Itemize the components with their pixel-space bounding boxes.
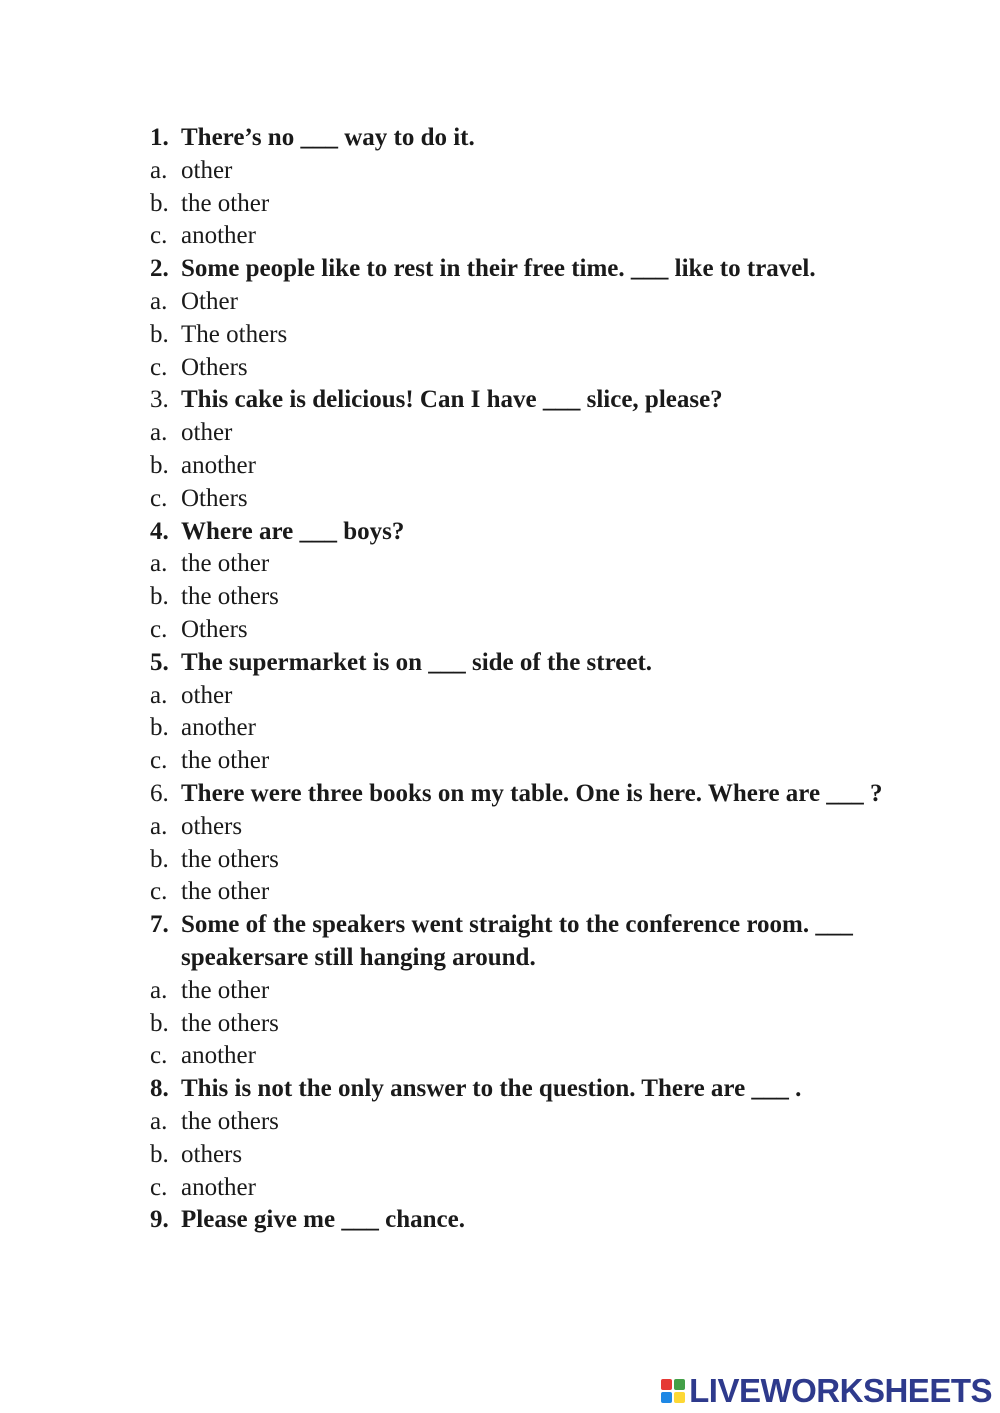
logo-square-green (674, 1379, 685, 1390)
option-text: other (181, 156, 233, 184)
answer-option[interactable] (150, 286, 890, 319)
question-1 (150, 122, 890, 155)
answer-option[interactable] (150, 450, 890, 483)
option-letter: c. (150, 1173, 168, 1201)
question-number: 4. (150, 517, 169, 545)
option-letter: c. (150, 222, 168, 250)
option-text: others (181, 1140, 243, 1168)
answer-option[interactable] (150, 548, 890, 581)
question-6 (150, 778, 890, 811)
answer-option[interactable] (150, 975, 890, 1008)
option-letter: b. (150, 1009, 169, 1037)
answer-option[interactable] (150, 811, 890, 844)
liveworksheets-logo-icon (661, 1379, 685, 1403)
option-letter: b. (150, 451, 169, 479)
option-letter: a. (150, 812, 168, 840)
option-letter: c. (150, 878, 168, 906)
question-text: Some of the speakers went straight to the conference room. ___ speakersare still hanging around. (181, 911, 853, 971)
option-text: the other (181, 189, 270, 217)
option-text: another (181, 1173, 256, 1201)
option-letter: b. (150, 189, 169, 217)
answer-option[interactable] (150, 614, 890, 647)
option-text: the others (181, 583, 279, 611)
option-letter: b. (150, 320, 169, 348)
option-text: another (181, 451, 256, 479)
option-letter: b. (150, 1140, 169, 1168)
logo-square-red (661, 1379, 672, 1390)
option-letter: a. (150, 1107, 168, 1135)
logo-text: LIVEWORKSHEETS (689, 1372, 992, 1409)
question-number: 2. (150, 255, 169, 283)
question-4 (150, 516, 890, 549)
option-letter: c. (150, 1042, 168, 1070)
question-3 (150, 384, 890, 417)
question-text: This is not the only answer to the question. There are ___ . (181, 1075, 802, 1103)
option-text: the others (181, 1009, 279, 1037)
option-text: others (181, 812, 243, 840)
option-text: the other (181, 976, 270, 1004)
option-text: the others (181, 1107, 279, 1135)
liveworksheets-logo (661, 1371, 992, 1411)
answer-option[interactable] (150, 680, 890, 713)
option-text: the other (181, 878, 270, 906)
question-text: Where are ___ boys? (181, 517, 405, 545)
question-text: There were three books on my table. One is here. Where are ___ ? (181, 779, 883, 807)
option-text: other (181, 681, 233, 709)
option-letter: a. (150, 419, 168, 447)
option-text: another (181, 714, 256, 742)
question-number: 6. (150, 779, 169, 807)
option-letter: a. (150, 976, 168, 1004)
option-letter: a. (150, 156, 168, 184)
answer-option[interactable] (150, 319, 890, 352)
option-text: other (181, 419, 233, 447)
answer-option[interactable] (150, 844, 890, 877)
option-letter: c. (150, 747, 168, 775)
option-text: the other (181, 550, 270, 578)
question-text: The supermarket is on ___ side of the street. (181, 648, 653, 676)
worksheet (150, 122, 890, 1237)
question-2 (150, 253, 890, 286)
question-number: 5. (150, 648, 169, 676)
question-text: Please give me ___ chance. (181, 1206, 465, 1234)
answer-option[interactable] (150, 352, 890, 385)
option-text: the others (181, 845, 279, 873)
option-text: the other (181, 747, 270, 775)
option-text: Others (181, 484, 248, 512)
option-letter: b. (150, 583, 169, 611)
option-letter: c. (150, 353, 168, 381)
answer-option[interactable] (150, 155, 890, 188)
answer-option[interactable] (150, 1106, 890, 1139)
answer-option[interactable] (150, 745, 890, 778)
logo-square-blue (661, 1392, 672, 1403)
question-text: Some people like to rest in their free time. ___ like to travel. (181, 255, 816, 283)
answer-option[interactable] (150, 417, 890, 450)
logo-square-yellow (674, 1392, 685, 1403)
option-text: another (181, 222, 256, 250)
option-text: Others (181, 615, 248, 643)
option-text: Others (181, 353, 248, 381)
answer-option[interactable] (150, 483, 890, 516)
answer-option[interactable] (150, 1008, 890, 1041)
answer-option[interactable] (150, 1040, 890, 1073)
option-text: another (181, 1042, 256, 1070)
option-text: The others (181, 320, 288, 348)
answer-option[interactable] (150, 1172, 890, 1205)
answer-option[interactable] (150, 712, 890, 745)
option-letter: b. (150, 845, 169, 873)
answer-option[interactable] (150, 876, 890, 909)
question-number: 3. (150, 386, 169, 414)
answer-option[interactable] (150, 188, 890, 221)
question-text: There’s no ___ way to do it. (181, 124, 475, 151)
question-number: 1. (150, 124, 169, 151)
option-letter: c. (150, 615, 168, 643)
question-5 (150, 647, 890, 680)
option-letter: b. (150, 714, 169, 742)
question-number: 8. (150, 1075, 169, 1103)
question-9 (150, 1204, 890, 1237)
question-7 (150, 909, 890, 975)
answer-option[interactable] (150, 220, 890, 253)
question-text: This cake is delicious! Can I have ___ slice, please? (181, 386, 723, 414)
question-8 (150, 1073, 890, 1106)
question-number: 9. (150, 1206, 169, 1234)
answer-option[interactable] (150, 581, 890, 614)
option-letter: a. (150, 550, 168, 578)
option-letter: a. (150, 681, 168, 709)
answer-option[interactable] (150, 1139, 890, 1172)
option-letter: c. (150, 484, 168, 512)
option-text: Other (181, 287, 238, 315)
option-letter: a. (150, 287, 168, 315)
question-number: 7. (150, 911, 169, 939)
